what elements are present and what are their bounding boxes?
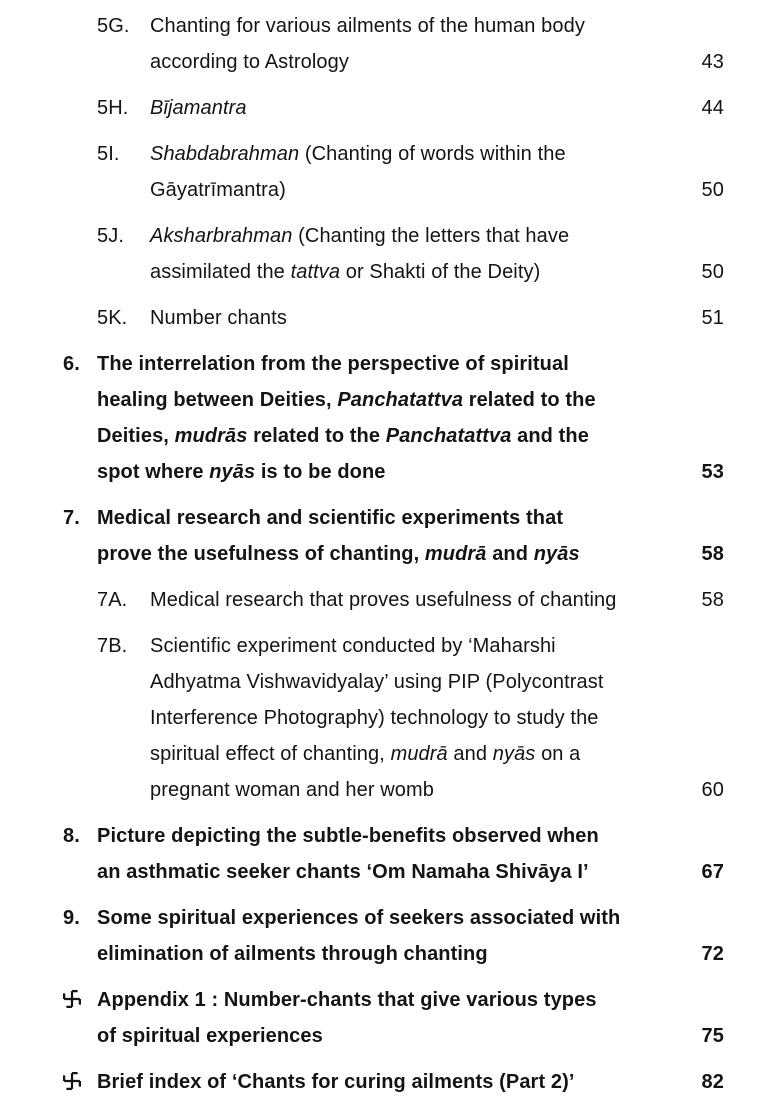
toc-entry-page: 51 xyxy=(701,307,724,329)
toc-entry-line: Bījamantra xyxy=(150,97,247,119)
toc-entry-page: 53 xyxy=(701,461,724,483)
toc-entry-line: spot where nyās is to be done xyxy=(97,461,386,483)
toc-entry-text xyxy=(150,90,690,126)
toc-entry-line: Some spiritual experiences of seekers associated with xyxy=(97,907,621,929)
toc-entry-text xyxy=(150,218,690,290)
toc-entry-line: Chanting for various ailments of the human body xyxy=(150,15,585,37)
toc-entry xyxy=(63,900,724,972)
toc-entry-text xyxy=(97,818,690,890)
toc-entry-page: 72 xyxy=(701,943,724,965)
toc-entry-line: spiritual effect of chanting, mudrā and nyās on a xyxy=(150,743,581,765)
toc-entry xyxy=(63,1064,724,1100)
toc-entry-line: Number chants xyxy=(150,307,287,329)
toc-entry-marker: 5J. xyxy=(97,225,124,247)
toc-entry-page: 50 xyxy=(701,261,724,283)
toc-entry xyxy=(63,90,724,126)
toc-entry-line: The interrelation from the perspective of spiritual xyxy=(97,353,569,375)
toc-entry-line: Appendix 1 : Number-chants that give various types xyxy=(97,989,597,1011)
toc-entry xyxy=(63,818,724,890)
toc-entry xyxy=(63,500,724,572)
toc-entry-text xyxy=(97,500,690,572)
toc-entry-line: Picture depicting the subtle-benefits observed when xyxy=(97,825,599,847)
toc-entry-text xyxy=(150,582,690,618)
toc-entry xyxy=(63,8,724,80)
toc-entry-text xyxy=(150,628,690,808)
toc-entry xyxy=(63,136,724,208)
toc-entry-page: 58 xyxy=(701,543,724,565)
toc-entry-marker: 9. xyxy=(63,907,80,929)
toc-entry xyxy=(63,346,724,490)
toc-entry-page: 44 xyxy=(701,97,724,119)
toc-entry-marker: 5H. xyxy=(97,97,129,119)
toc-entry-marker xyxy=(63,1064,97,1100)
toc-entry-line: Aksharbrahman (Chanting the letters that have xyxy=(150,225,570,247)
toc-entry-line: pregnant woman and her womb xyxy=(150,779,434,801)
toc-entry-marker: 6. xyxy=(63,353,80,375)
toc-entry-text xyxy=(97,982,690,1054)
toc-entry-line: an asthmatic seeker chants ‘Om Namaha Shivāya I’ xyxy=(97,861,589,883)
toc-entry-text xyxy=(150,136,690,208)
toc-entry-page: 82 xyxy=(701,1071,724,1093)
toc-entry-page: 50 xyxy=(701,179,724,201)
toc-entry-line: Interference Photography) technology to study the xyxy=(150,707,599,729)
toc-entry-marker: 7. xyxy=(63,507,80,529)
toc-entry-line: Brief index of ‘Chants for curing ailments (Part 2)’ xyxy=(97,1071,575,1093)
toc-entry-marker: 7B. xyxy=(97,635,128,657)
toc-entry-line: of spiritual experiences xyxy=(97,1025,323,1047)
toc-entry-line: assimilated the tattva or Shakti of the Deity) xyxy=(150,261,541,283)
toc-list xyxy=(63,8,724,1100)
toc-entry xyxy=(63,300,724,336)
toc-entry-line: Medical research that proves usefulness of chanting xyxy=(150,589,617,611)
toc-entry-marker: 7A. xyxy=(97,589,128,611)
toc-entry-text xyxy=(150,8,690,80)
toc-entry-line: elimination of ailments through chanting xyxy=(97,943,488,965)
toc-entry-marker: 5K. xyxy=(97,307,128,329)
toc-entry-page: 58 xyxy=(701,589,724,611)
toc-entry-text xyxy=(97,900,690,972)
toc-entry-text xyxy=(97,1064,690,1100)
toc-entry-line: Shabdabrahman (Chanting of words within the xyxy=(150,143,566,165)
toc-entry-line: prove the usefulness of chanting, mudrā and nyās xyxy=(97,543,580,565)
toc-entry-page: 43 xyxy=(701,51,724,73)
toc-entry-page: 67 xyxy=(701,861,724,883)
toc-entry-line: Deities, mudrās related to the Panchatattva and the xyxy=(97,425,589,447)
toc-entry-line: Gāyatrīmantra) xyxy=(150,179,286,201)
toc-entry-line: Adhyatma Vishwavidyalay’ using PIP (Polycontrast xyxy=(150,671,604,693)
swastika-icon xyxy=(63,990,81,1008)
toc-entry xyxy=(63,628,724,808)
toc-entry-marker: 8. xyxy=(63,825,80,847)
toc-entry-page: 75 xyxy=(701,1025,724,1047)
swastika-icon xyxy=(63,1072,81,1090)
toc-entry-line: according to Astrology xyxy=(150,51,349,73)
toc-entry-page: 60 xyxy=(701,779,724,801)
toc-entry-marker: 5G. xyxy=(97,15,130,37)
toc-entry xyxy=(63,582,724,618)
toc-entry-line: Scientific experiment conducted by ‘Maharshi xyxy=(150,635,556,657)
toc-entry xyxy=(63,218,724,290)
toc-entry-marker xyxy=(63,982,97,1018)
toc-entry-marker: 5I. xyxy=(97,143,120,165)
toc-entry xyxy=(63,982,724,1054)
toc-entry-text xyxy=(150,300,690,336)
toc-entry-text xyxy=(97,346,690,490)
toc-entry-line: healing between Deities, Panchatattva related to the xyxy=(97,389,596,411)
toc-entry-line: Medical research and scientific experiments that xyxy=(97,507,564,529)
